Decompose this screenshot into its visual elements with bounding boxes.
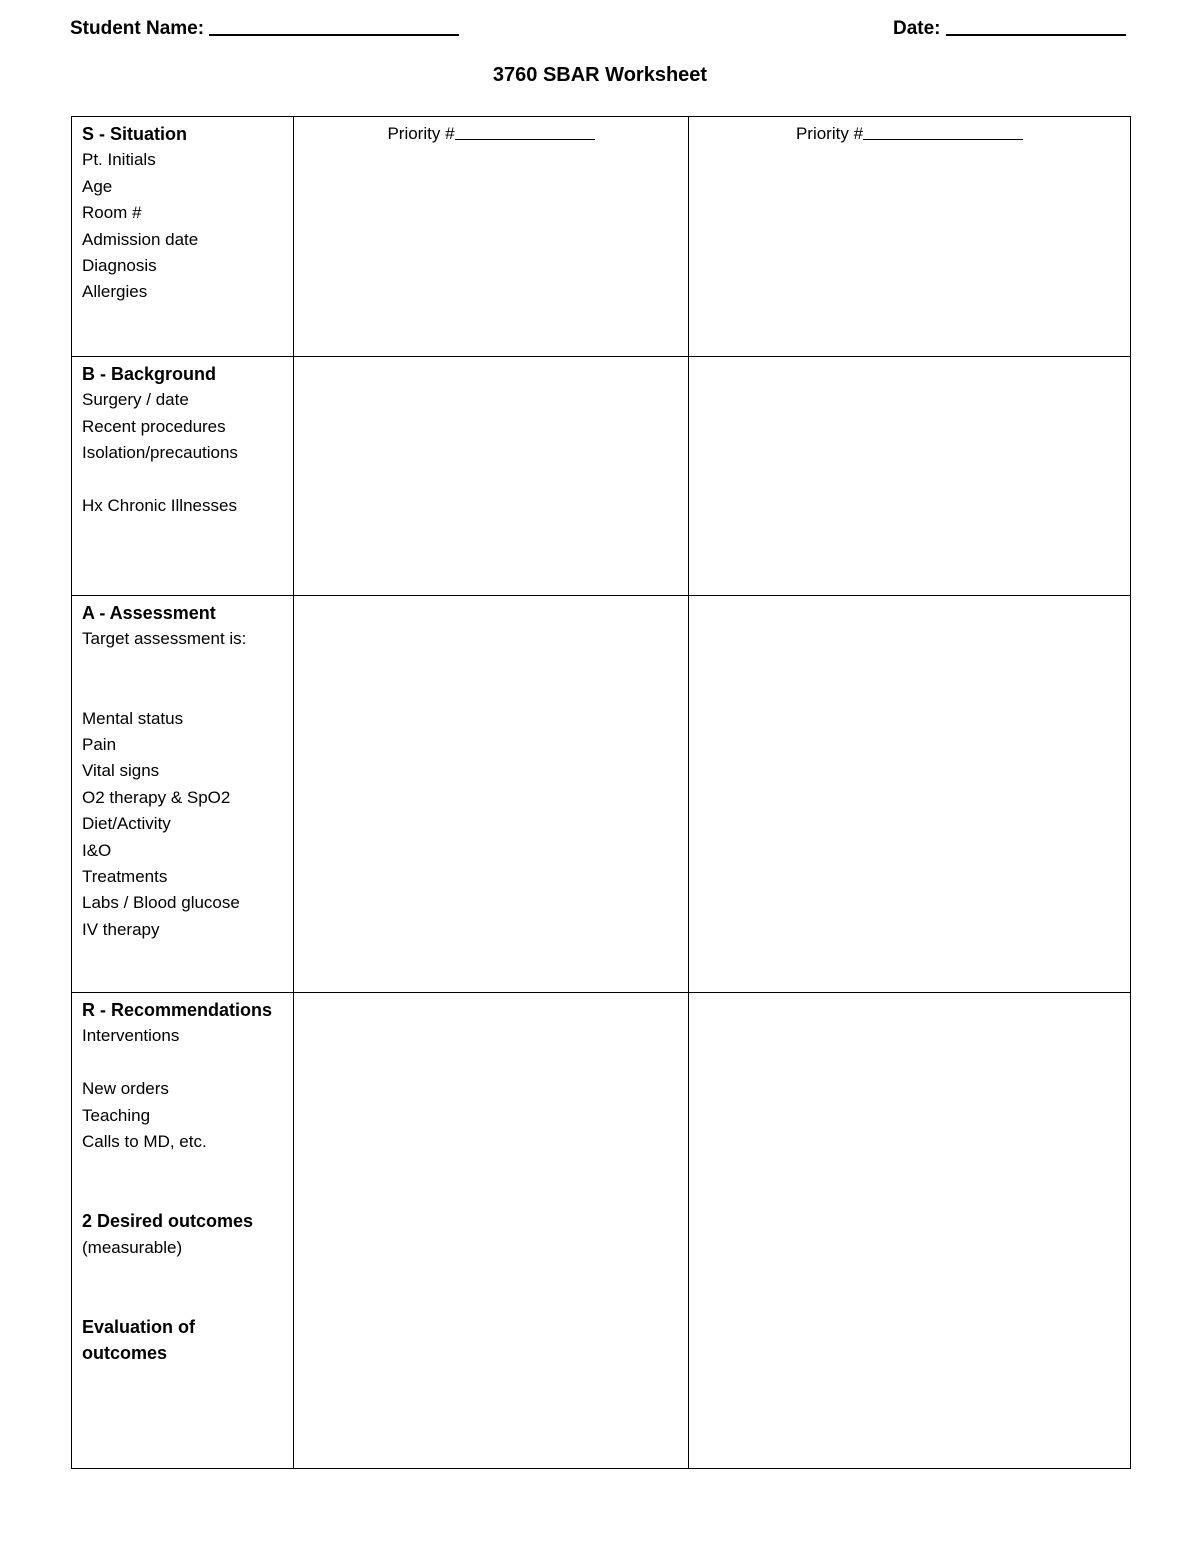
spacer xyxy=(82,1050,283,1076)
assessment-item: Target assessment is: xyxy=(82,629,247,649)
evaluation-heading-line1: Evaluation of xyxy=(82,1316,196,1337)
recommendations-row xyxy=(72,993,1131,1469)
situation-item: Age xyxy=(82,176,113,196)
assessment-item: O2 therapy & SpO2 xyxy=(82,787,231,807)
desired-outcomes-note: (measurable) xyxy=(82,1237,183,1257)
priority-1-blank[interactable] xyxy=(455,123,595,140)
situation-row xyxy=(72,117,1131,357)
assessment-row xyxy=(72,596,1131,993)
recommendations-item: Calls to MD, etc. xyxy=(82,1132,207,1152)
background-item: Surgery / date xyxy=(82,390,189,410)
background-item: Recent procedures xyxy=(82,416,226,436)
desired-outcomes-heading: 2 Desired outcomes xyxy=(82,1211,254,1232)
student-name-blank[interactable] xyxy=(209,16,459,36)
background-heading: B - Background xyxy=(82,364,217,384)
situation-item: Room # xyxy=(82,203,142,223)
assessment-priority-2-cell[interactable] xyxy=(689,596,1131,993)
spacer xyxy=(82,653,283,706)
student-name-label: Student Name: xyxy=(70,18,205,39)
date-field xyxy=(893,16,1126,40)
assessment-heading: A - Assessment xyxy=(82,603,216,623)
date-blank[interactable] xyxy=(946,16,1126,36)
assessment-item: Vital signs xyxy=(82,761,160,781)
recommendations-item: Interventions xyxy=(82,1026,180,1046)
situation-item: Allergies xyxy=(82,282,148,302)
assessment-label-cell xyxy=(72,596,294,993)
assessment-item: Labs / Blood glucose xyxy=(82,893,240,913)
assessment-item: Diet/Activity xyxy=(82,814,171,834)
priority-2-blank[interactable] xyxy=(863,123,1023,140)
background-priority-1-cell[interactable] xyxy=(294,357,689,596)
situation-priority-2-cell[interactable] xyxy=(689,117,1131,357)
recommendations-label-cell xyxy=(72,993,294,1469)
recommendations-item: Teaching xyxy=(82,1105,151,1125)
situation-item: Pt. Initials xyxy=(82,150,156,170)
situation-item: Admission date xyxy=(82,229,199,249)
background-priority-2-cell[interactable] xyxy=(689,357,1131,596)
assessment-item: IV therapy xyxy=(82,919,160,939)
page-title: 3760 SBAR Worksheet xyxy=(492,64,708,86)
spacer xyxy=(82,467,283,493)
assessment-item: Treatments xyxy=(82,867,168,887)
recommendations-priority-2-cell[interactable] xyxy=(689,993,1131,1469)
background-item: Hx Chronic Illnesses xyxy=(82,496,237,516)
situation-heading: S - Situation xyxy=(82,124,187,144)
priority-2-field xyxy=(699,121,1120,147)
recommendations-item: New orders xyxy=(82,1079,169,1099)
spacer xyxy=(82,1261,283,1314)
recommendations-priority-1-cell[interactable] xyxy=(294,993,689,1469)
assessment-item: Pain xyxy=(82,735,117,755)
sbar-table xyxy=(71,116,1131,1469)
assessment-item: I&O xyxy=(82,840,112,860)
assessment-priority-1-cell[interactable] xyxy=(294,596,689,993)
evaluation-heading-line2: outcomes xyxy=(82,1343,168,1364)
spacer xyxy=(82,1155,283,1208)
assessment-item: Mental status xyxy=(82,708,184,728)
recommendations-heading: R - Recommendations xyxy=(82,1000,273,1020)
priority-2-label: Priority # xyxy=(795,124,864,143)
background-row xyxy=(72,357,1131,596)
priority-1-field xyxy=(304,121,678,147)
date-label: Date: xyxy=(893,18,941,39)
student-name-field xyxy=(70,16,459,40)
background-item: Isolation/precautions xyxy=(82,443,238,463)
priority-1-label: Priority # xyxy=(387,124,455,143)
background-label-cell xyxy=(72,357,294,596)
situation-item: Diagnosis xyxy=(82,256,157,276)
situation-label-cell xyxy=(72,117,294,357)
situation-priority-1-cell[interactable] xyxy=(294,117,689,357)
